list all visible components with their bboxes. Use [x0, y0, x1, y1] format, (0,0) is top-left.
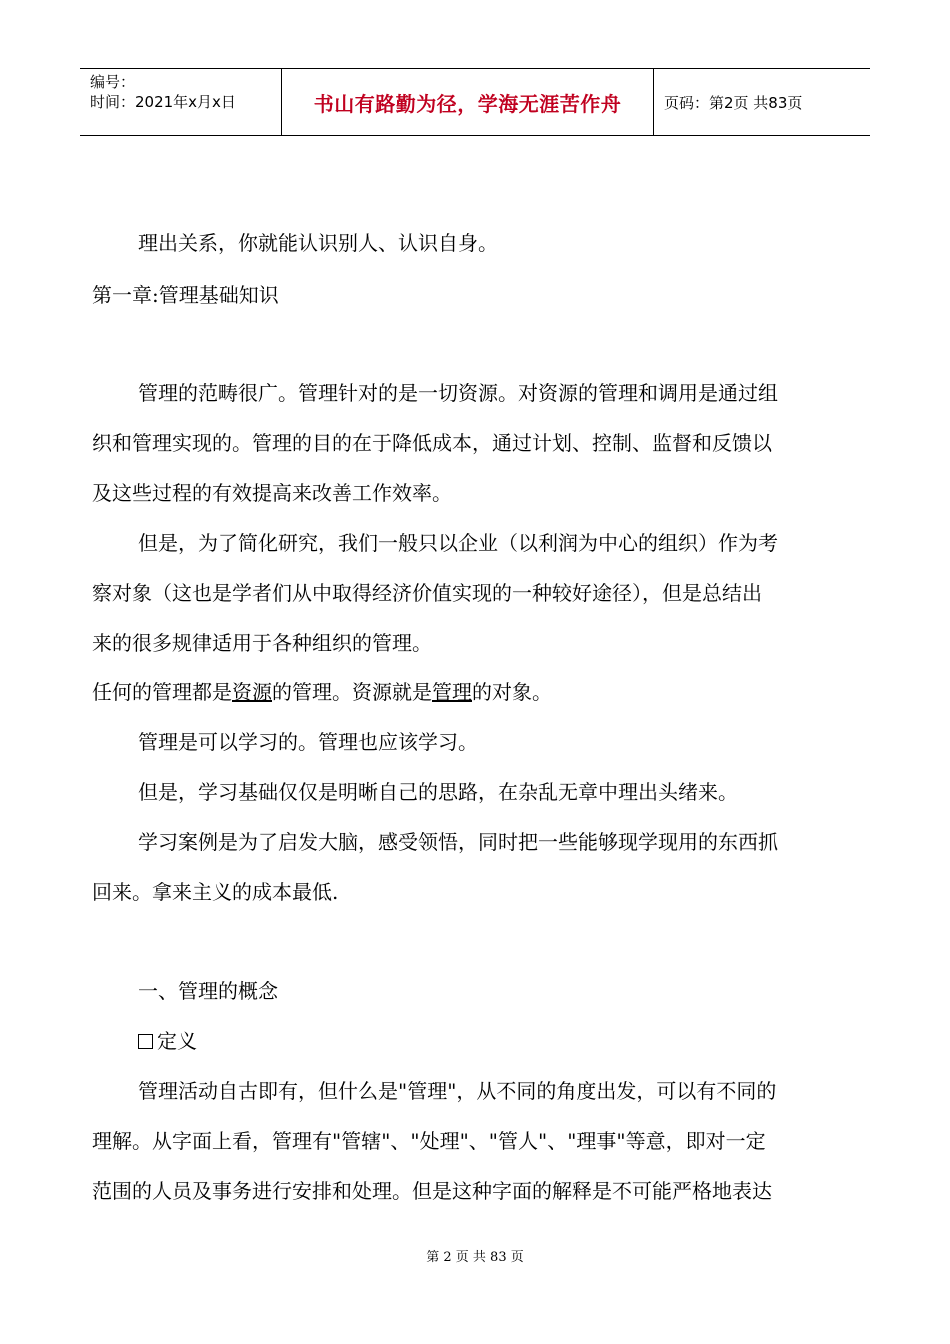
- paragraph-line: 察对象（这也是学者们从中取得经济价值实现的一种较好途径），但是总结出: [92, 581, 762, 605]
- header-meta: [80, 69, 282, 135]
- page-footer: 第 2 页 共 83 页: [426, 1250, 524, 1265]
- paragraph-line: 管理是可以学习的。管理也应该学习。: [138, 730, 478, 754]
- header-page-info: 页码：第2页 共83页: [664, 93, 803, 112]
- management-link[interactable]: 管理: [432, 680, 472, 704]
- definition-label: 定义: [157, 1029, 197, 1053]
- paragraph-line: 理解。从字面上看，管理有"管辖"、"处理"、"管人"、"理事"等意，即对一定: [92, 1129, 766, 1153]
- paragraph-line: 管理活动自古即有，但什么是"管理"，从不同的角度出发，可以有不同的: [138, 1079, 777, 1103]
- page-header: [80, 68, 870, 136]
- chapter-heading: 第一章:管理基础知识: [92, 283, 279, 307]
- paragraph-line: 学习案例是为了启发大脑，感受领悟，同时把一些能够现学现用的东西抓: [138, 830, 778, 854]
- paragraph-line: 织和管理实现的。管理的目的在于降低成本，通过计划、控制、监督和反馈以: [92, 431, 772, 455]
- sentence-part: 任何的管理都是: [92, 680, 232, 704]
- paragraph-line: 回来。拿来主义的成本最低.: [92, 880, 339, 904]
- paragraph-line: 但是，学习基础仅仅是明晰自己的思路，在杂乱无章中理出头绪来。: [138, 780, 738, 804]
- section-heading: 一、管理的概念: [138, 979, 278, 1003]
- paragraph-line: 管理的范畴很广。管理针对的是一切资源。对资源的管理和调用是通过组: [138, 381, 778, 405]
- time-label: 时间：2021年x月x日: [90, 93, 236, 111]
- paragraph-line: 及这些过程的有效提高来改善工作效率。: [92, 481, 452, 505]
- paragraph-line: 但是，为了简化研究，我们一般只以企业（以利润为中心的组织）作为考: [138, 531, 778, 555]
- sentence-part: 的管理。资源就是: [272, 680, 432, 704]
- paragraph-line: 范围的人员及事务进行安排和处理。但是这种字面的解释是不可能严格地表达: [92, 1179, 772, 1203]
- resource-sentence: [92, 679, 552, 705]
- paragraph-line: 理出关系，你就能认识别人、认识自身。: [138, 231, 498, 255]
- resource-link[interactable]: 资源: [232, 680, 272, 704]
- sentence-part: 的对象。: [472, 680, 552, 704]
- checkbox-icon: [138, 1034, 153, 1049]
- number-label: 编号：: [90, 73, 136, 91]
- paragraph-line: 来的很多规律适用于各种组织的管理。: [92, 631, 432, 655]
- header-motto: 书山有路勤为径，学海无涯苦作舟: [282, 69, 654, 135]
- definition-heading: [138, 1028, 197, 1054]
